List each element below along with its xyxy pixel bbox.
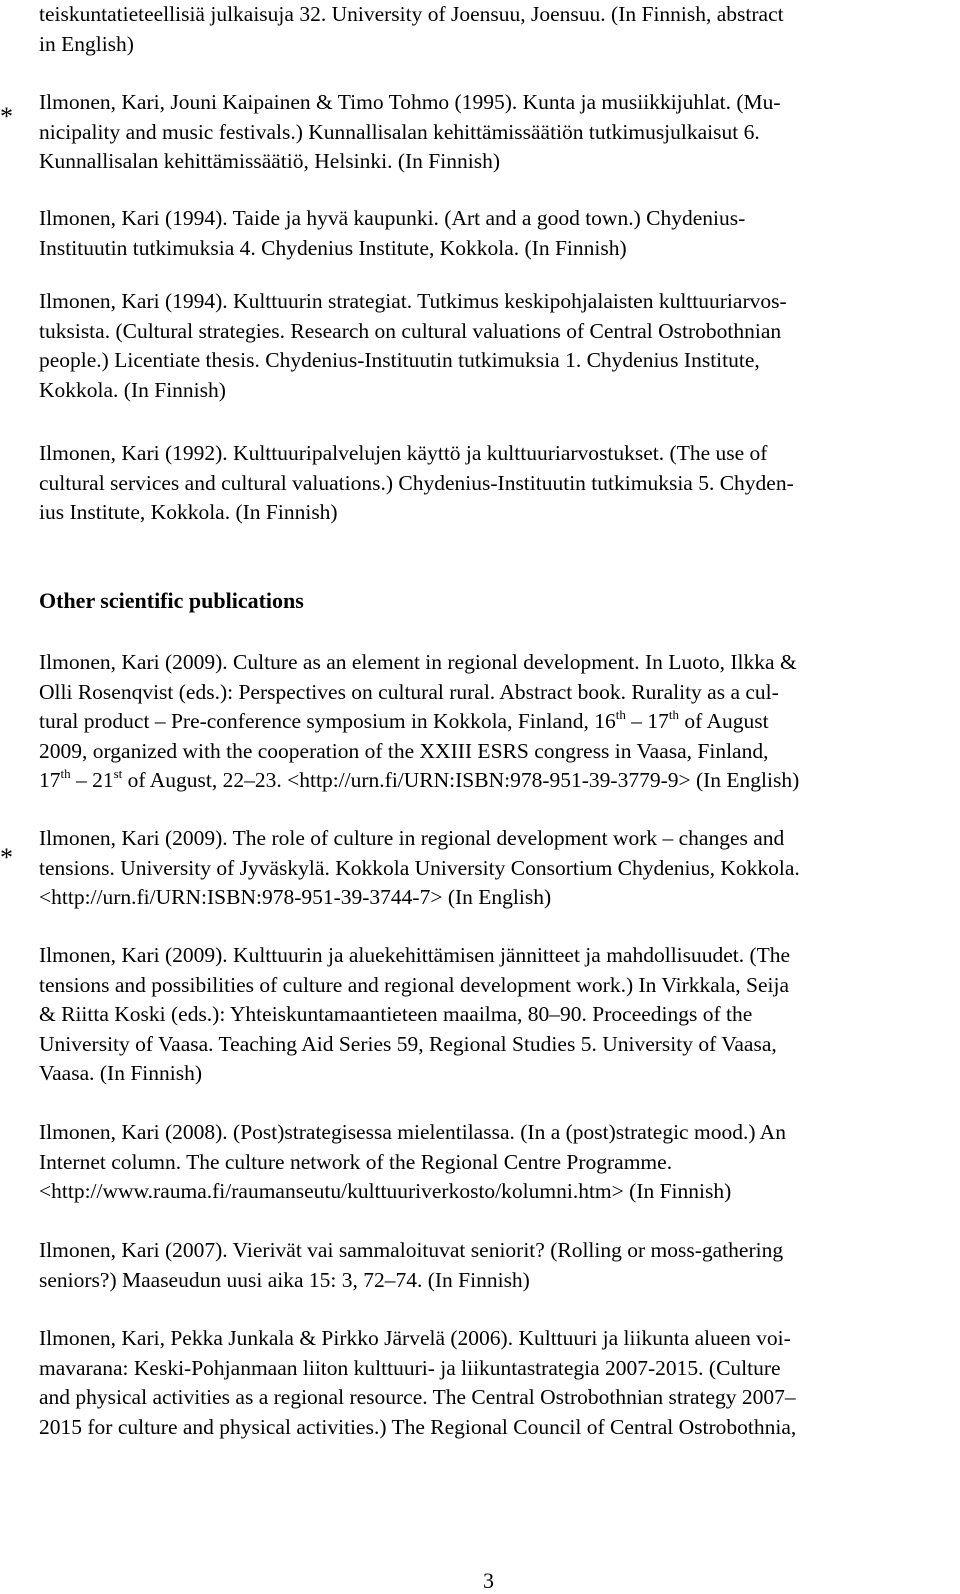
reference-entry [39,204,945,263]
reference-line: University of Vaasa. Teaching Aid Series 59, Regional Studies 5. University of Vaasa, [39,1031,777,1056]
ordinal-suffix: th [668,707,680,722]
reference-line: Ilmonen, Kari, Jouni Kaipainen & Timo Tohmo (1995). Kunta ja musiikkijuhlat. (Mu- [39,90,781,114]
reference-entry [39,648,945,796]
reference-line: Olli Rosenqvist (eds.): Perspectives on cultural rural. Abstract book. Rurality as a cul- [39,679,779,704]
reference-line: Ilmonen, Kari (2008). (Post)strategisessa mielentilassa. (In a (post)strategic mood.) An [39,1120,786,1144]
reference-line: Kokkola. (In Finnish) [39,377,226,402]
reference-entry [39,439,945,528]
asterisk-marker: * [0,843,13,872]
reference-entry [39,287,945,405]
reference-line: teiskuntatieteellisiä julkaisuja 32. University of Joensuu, Joensuu. (In Finnish, abstract [39,2,784,26]
reference-line: tuksista. (Cultural strategies. Research on cultural valuations of Central Ostrobothnian [39,318,782,343]
reference-line: Ilmonen, Kari (2009). Kulttuurin ja aluekehittämisen jännitteet ja mahdollisuudet. (The [39,943,791,967]
reference-text: 17 [39,768,61,792]
reference-line: and physical activities as a regional resource. The Central Ostrobothnian strategy 2007– [39,1385,796,1409]
reference-line: Ilmonen, Kari (2009). Culture as an element in regional development. In Luoto, Ilkka & [39,650,797,674]
reference-line: Internet column. The culture network of the Regional Centre Programme. [39,1149,673,1174]
reference-text: of August, 22–23. <http://urn.fi/URN:ISBN:978-951-39-3779-9> (In English) [122,768,800,792]
reference-line: <http://urn.fi/URN:ISBN:978-951-39-3744-7> (In English) [39,885,552,909]
reference-line: Ilmonen, Kari (2007). Vierivät vai sammaloituvat seniorit? (Rolling or moss-gathering [39,1238,784,1262]
reference-entry [39,824,945,913]
reference-line: Ilmonen, Kari, Pekka Junkala & Pirkko Järvelä (2006). Kulttuuri ja liikunta alueen voi- [39,1326,791,1350]
reference-line: Instituutin tutkimuksia 4. Chydenius Institute, Kokkola. (In Finnish) [39,235,627,260]
reference-line: <http://www.rauma.fi/raumanseutu/kulttuuriverkosto/kolumni.htm> (In Finnish) [39,1179,732,1203]
reference-text: – 21 [70,768,114,792]
asterisk-marker: * [0,102,13,131]
reference-text: tural product – Pre-conference symposium in Kokkola, Finland, 16 [39,709,616,733]
page-number: 3 [483,1568,494,1593]
ordinal-suffix: st [113,766,123,781]
reference-entry [39,1236,945,1295]
reference-line [39,707,945,737]
reference-line: nicipality and music festivals.) Kunnallisalan kehittämissäätiön tutkimusjulkaisut 6. [39,119,760,144]
reference-line: in English) [39,31,134,56]
reference-line: 2015 for culture and physical activities.) The Regional Council of Central Ostrobothnia, [39,1414,797,1439]
ordinal-suffix: th [60,766,71,781]
reference-entry [39,1118,945,1207]
reference-entry [39,88,945,177]
reference-entry [39,0,945,59]
reference-line: seniors?) Maaseudun uusi aika 15: 3, 72–74. (In Finnish) [39,1267,530,1292]
section-heading: Other scientific publications [39,588,304,613]
reference-entry [39,941,945,1089]
reference-line: ius Institute, Kokkola. (In Finnish) [39,500,338,524]
reference-text: – 17 [625,709,669,733]
reference-line: Kunnallisalan kehittämissäätiö, Helsinki. (In Finnish) [39,149,500,173]
reference-line: Ilmonen, Kari (1994). Taide ja hyvä kaupunki. (Art and a good town.) Chydenius- [39,206,746,230]
reference-line: tensions. University of Jyväskylä. Kokkola University Consortium Chydenius, Kokkola. [39,855,800,880]
reference-text: of August [679,709,769,733]
reference-line: & Riitta Koski (eds.): Yhteiskuntamaantieteen maailma, 80–90. Proceedings of the [39,1002,753,1026]
reference-entry [39,1324,945,1442]
reference-line: cultural services and cultural valuations.) Chydenius-Instituutin tutkimuksia 5. Chyden- [39,470,794,495]
reference-line: Ilmonen, Kari (2009). The role of culture in regional development work – changes and [39,826,785,850]
reference-line: Ilmonen, Kari (1994). Kulttuurin strategiat. Tutkimus keskipohjalaisten kulttuuriarvos- [39,289,787,313]
reference-line [39,766,945,796]
reference-line: mavarana: Keski-Pohjanmaan liiton kulttuuri- ja liikuntastrategia 2007-2015. (Culture [39,1355,781,1380]
ordinal-suffix: th [615,707,626,722]
reference-line: Vaasa. (In Finnish) [39,1061,203,1085]
reference-line: people.) Licentiate thesis. Chydenius-Instituutin tutkimuksia 1. Chydenius Institute, [39,348,760,372]
reference-line: tensions and possibilities of culture and regional development work.) In Virkkala, Seija [39,972,790,997]
reference-line: 2009, organized with the cooperation of the XXIII ESRS congress in Vaasa, Finland, [39,738,769,763]
reference-line: Ilmonen, Kari (1992). Kulttuuripalvelujen käyttö ja kulttuuriarvostukset. (The use of [39,441,768,465]
